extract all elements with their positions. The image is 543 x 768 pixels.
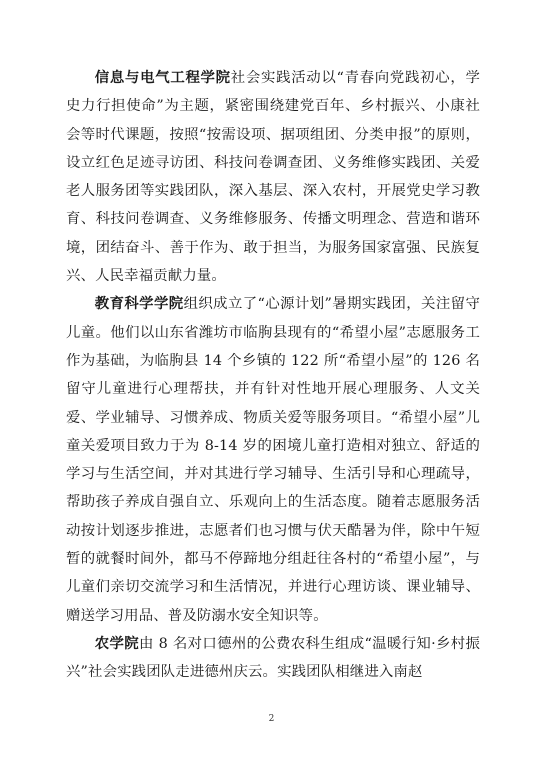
page-number: 2	[268, 714, 275, 724]
paragraph-text-agriculture: 由 8 名对口德州的公费农科生组成“温暖行知·乡村振兴”社会实践团队走进德州庆云。实践团队相继进入南赵	[66, 635, 481, 681]
paragraph-information-electrical	[66, 64, 480, 290]
paragraph-text-information-electrical: 社会实践活动以“青春向党践初心，学史力行担使命”为主题，紧密围绕建党百年、乡村振兴、小康社会等时代课题，按照“按需设项、据项组团、分类申报”的原则，设立红色足迹寻访团、科技问卷调查团、义务维修实践团、关爱老人服务团等实践团队，深入基层、深入农村，开展党史学习教育、科技问卷调查、义务维修服务、传播文明理念、营造和谐环境，团结奋斗、善于作为、敢于担当，为服务国家富强、民族复兴、人民幸福贡献力量。	[66, 70, 480, 285]
paragraph-agriculture	[66, 630, 480, 687]
college-name-information-electrical: 信息与电气工程学院	[94, 69, 231, 86]
college-name-agriculture: 农学院	[94, 634, 140, 652]
college-name-education-science: 教育科学学院	[94, 295, 184, 313]
paragraph-education-science	[66, 290, 480, 630]
paragraph-text-education-science: 组织成立了“心源计划”暑期实践团，关注留守儿童。他们以山东省潍坊市临朐县现有的“希望小屋”志愿服务工作为基础，为临朐县 14 个乡镇的 122 所“希望小屋”的 126 名留守儿童进行心理帮扶，并有针对性地开展心理服务、人文关爱、学业辅导、习惯养成、物质关爱等服务项目。“希望小屋”儿童关爱项目致力于为 8-14 岁的困境儿童打造相对独立、舒适的学习与生活空间，并对其进行学习辅导、生活引导和心理疏导，帮助孩子养成自强自立、乐观向上的生活态度。随着志愿服务活动按计划逐步推进，志愿者们也习惯与伏天酷暑为伴，除中午短暂的就餐时间外，都马不停蹄地分组赶往各村的“希望小屋”，与儿童们亲切交流学习和生活情况，并进行心理访谈、课业辅导、赠送学习用品、普及防溺水安全知识等。	[66, 296, 480, 624]
document-body	[66, 64, 480, 687]
